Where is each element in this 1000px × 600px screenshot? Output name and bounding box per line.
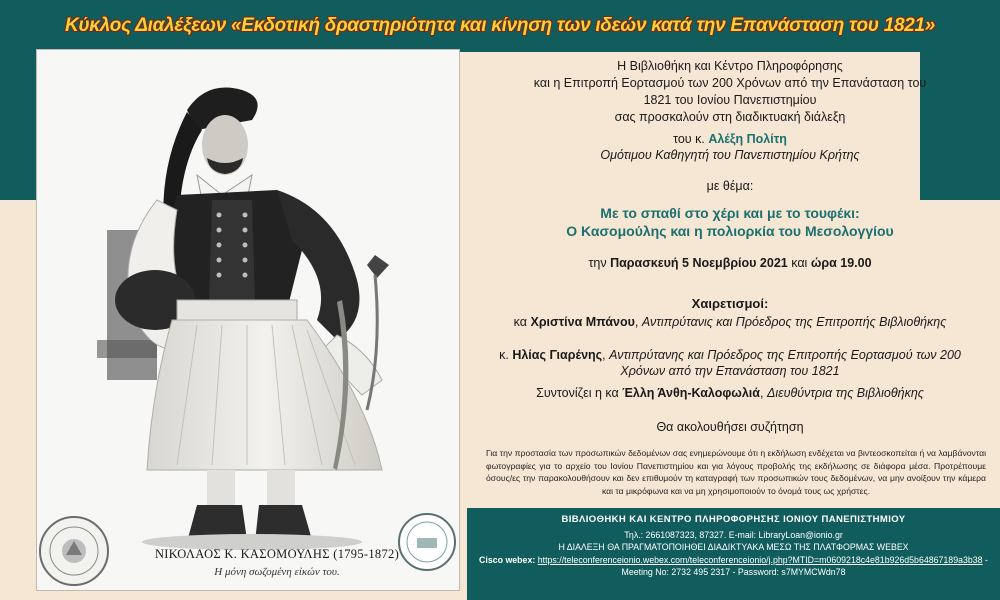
coordinator-role: Διευθύντρια της Βιβλιοθήκης	[766, 386, 924, 400]
coordinator-line: Συντονίζει η κα Έλλη Άνθη-Καλοφωλιά, Διευθύντρια της Βιβλιοθήκης	[536, 386, 924, 400]
intro-line: και η Επιτροπή Εορτασμού των 200 Χρόνων από την Επανάσταση του	[533, 76, 927, 90]
caption-name: ΝΙΚΟΛΑΟΣ Κ. ΚΑΣΟΜΟΥΛΗΣ (1795-1872)	[154, 547, 400, 561]
event-datetime	[470, 256, 990, 270]
topic-label: με θέμα:	[706, 179, 754, 193]
coordinator-prefix: Συντονίζει η κα	[536, 386, 619, 400]
lecture-topic	[470, 204, 990, 240]
invitation-intro	[470, 58, 990, 126]
privacy-notice: Για την προστασία των προσωπικών δεδομένων σας ενημερώνουμε ότι η εκδήλωση ενδέχεται να βιντεοσκοπείται ή να λαμβάνονται φωτογραφίες για το αρχείο του Ιονίου Πανεπιστημίου και για λόγους προβολής της εκδήλωσης σε διάφορα μέσα. Προτρέπουμε όσους/ες την παρακολουθήσουν και δεν επιθυμούν τη καταγραφή των προσωπικών τους δεδομένων, να μην ανοίξουν την κάμερα και τα μικρόφωνα και να μη χρησιμοποιούν το όνομά τους ως χρήστες.	[486, 448, 986, 496]
footer-title: ΒΙΒΛΙΟΘΗΚΗ ΚΑΙ ΚΕΝΤΡΟ ΠΛΗΡΟΦΟΡΗΣΗΣ ΙΟΝΙΟΥ ΠΑΝΕΠΙΣΤΗΜΙΟΥ	[561, 514, 906, 525]
greeting-speaker-2: κ. Ηλίας Γιαρένης, Αντιπρύτανης και Πρόεδρος της Επιτροπής Εορτασμού των 200 Χρόνων από την Επανάσταση του 1821	[499, 348, 961, 378]
lecturer-title: Ομότιμου Καθηγητή του Πανεπιστημίου Κρήτης	[600, 148, 860, 162]
discussion-note: Θα ακολουθήσει συζήτηση	[656, 420, 804, 434]
greeting-name: Ηλίας Γιαρένης	[512, 348, 603, 362]
date-prefix: την	[588, 256, 607, 270]
greetings-heading: Χαιρετισμοί:	[691, 296, 769, 311]
greeting-prefix: κ.	[499, 348, 509, 362]
lecturer-block	[470, 131, 990, 163]
date-middle: και	[791, 256, 808, 270]
greeting-role: Αντιπρύτανις και Πρόεδρος της Επιτροπής Βιβλιοθήκης	[641, 315, 947, 329]
banner	[0, 0, 1000, 52]
intro-line: Η Βιβλιοθήκη και Κέντρο Πληροφόρησης	[617, 59, 843, 73]
lecturer-prefix: του κ.	[673, 132, 705, 146]
greeting-speaker-1: κα Χριστίνα Μπάνου, Αντιπρύτανις και Πρόεδρος της Επιτροπής Βιβλιοθήκης	[513, 315, 947, 329]
meeting-info: - Meeting No: 2732 495 2317 - Password: s7MYMCWdn78	[621, 554, 988, 578]
webex-link[interactable]: https://teleconferenceionio.webex.com/teleconferenceionio/j.php?MTID=m0609218c4e81b926d5b64867189a3b38	[537, 554, 983, 565]
topic-line: Ο Κασομούλης και η πολιορκία του Μεσολογγίου	[566, 223, 894, 239]
footer-webex	[467, 554, 1000, 579]
greeting-role: Αντιπρύτανης και Πρόεδρος της Επιτροπής Εορτασμού των 200 Χρόνων από την Επανάσταση του 1821	[609, 348, 961, 378]
event-date: Παρασκευή 5 Νοεμβρίου 2021	[610, 256, 788, 270]
footer-contact: Τηλ.: 2661087323, 87327. E-mail: LibraryLoan@ionio.gr	[624, 529, 843, 540]
lecturer-name: Αλέξη Πολίτη	[708, 132, 787, 146]
topic-line: Με το σπαθί στο χέρι και με το τουφέκι:	[600, 205, 860, 221]
coordinator-name: Έλλη Άνθη-Καλοφωλιά	[622, 386, 760, 400]
webex-label: Cisco webex:	[479, 554, 536, 565]
portrait-caption	[127, 547, 427, 578]
event-time: ώρα 19.00	[810, 256, 872, 270]
banner-title: Κύκλος Διαλέξεων «Εκδοτική δραστηριότητα και κίνηση των ιδεών κατά την Επανάσταση του 1821»	[64, 15, 936, 36]
footer-platform: Η ΔΙΑΛΕΞΗ ΘΑ ΠΡΑΓΜΑΤΟΠΟΙΗΘΕΙ ΔΙΑΔΙΚΤΥΑΚΑ ΜΕΣΩ ΤΗΣ ΠΛΑΤΦΟΡΜΑΣ WEBEX	[558, 542, 909, 553]
greeting-name: Χριστίνα Μπάνου	[530, 315, 635, 329]
intro-line: 1821 του Ιονίου Πανεπιστημίου	[643, 93, 817, 107]
library-seal-icon	[397, 512, 457, 572]
ionian-university-seal-icon	[38, 515, 110, 587]
kasomoulis-portrait-illustration	[37, 50, 460, 591]
footer-info	[467, 514, 1000, 579]
caption-quote: Η μόνη σωζομένη εἰκών του.	[214, 566, 340, 578]
greeting-prefix: κα	[513, 315, 527, 329]
portrait-frame	[36, 49, 460, 591]
intro-line: σας προσκαλούν στη διαδικτυακή διάλεξη	[614, 110, 846, 124]
